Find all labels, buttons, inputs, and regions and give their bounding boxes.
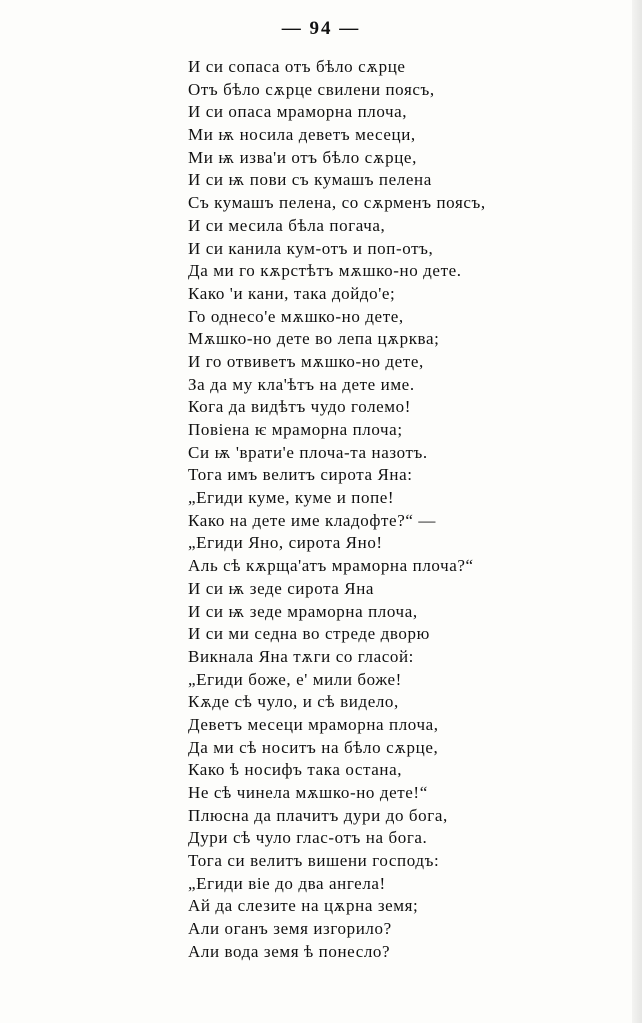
poem-line: Како на дете име кладофте?“ — [188,510,436,530]
poem-line: Го однесо'е мѫшко-но дете, [188,306,404,326]
poem-line: И си опаса мраморна плоча, [188,102,408,122]
poem-line: И го отвиветъ мѫшко-но дете, [188,351,424,371]
poem-line: Кѫде сѣ чуло, и сѣ видело, [188,692,399,712]
poem-line: Повіена ѥ мраморна плоча; [188,420,403,439]
poem-line: Аль сѣ кѫрща'атъ мраморна плоча?“ [188,556,474,576]
poem-line: „Егиди Яно, сирота Яно! [188,533,383,553]
poem-line: Деветъ месеци мраморна плоча, [188,714,439,734]
poem-line: Не сѣ чинела мѫшко-но дете!“ [188,783,428,802]
poem-line: Ми ѭ носила деветъ месеци, [188,125,416,145]
poem-line: Кога да видѣтъ чудо големо! [188,397,412,417]
poem-line: Съ кумашъ пелена, со сѫрменъ поясъ, [188,193,486,213]
poem-line: И си ми седна во стреде дворю [188,624,430,644]
poem-line: Отъ бѣло сѫрце свилени поясъ, [188,79,435,99]
poem-line: Како 'и кани, така дойдо'е; [188,283,396,303]
poem-line: Али вода земя ѣ понесло? [188,941,391,961]
poem-line: Тога си велитъ вишени господъ: [188,851,440,871]
poem-line: Си ѭ 'врати'е плоча-та назотъ. [188,442,428,462]
poem-line: Плюсна да плачитъ дури до бога, [188,805,448,825]
poem-line: И си ѭ пови съ кумашъ пелена [188,170,432,190]
poem-line: Викнала Яна тѫги со гласой: [188,646,414,666]
poem-line: „Егиди боже, е' мили боже! [188,669,402,689]
poem-line: И си канила кум-отъ и поп-отъ, [188,238,434,258]
poem-line: За да му кла'ѣтъ на дете име. [188,374,415,394]
poem-line: „Егиди віе до два ангела! [188,873,386,893]
poem-line: Како ѣ носифъ така остана, [188,760,403,780]
poem-line: Да ми сѣ носитъ на бѣло сѫрце, [188,737,439,757]
poem-text [188,56,608,964]
poem-line: И си ѭ зеде мраморна плоча, [188,601,418,621]
poem-line: И си сопаса отъ бѣло сѫрце [188,57,406,76]
page-edge [632,0,642,1023]
poem-line: И си месила бѣла погача, [188,215,386,235]
poem-line: Да ми го кѫрстѣтъ мѫшко-но дете. [188,261,462,281]
poem-line: Ай да слезите на цѫрна земя; [188,896,419,916]
poem-line: Дури сѣ чуло глас-отъ на бога. [188,828,428,848]
page-number: — 94 — [281,18,361,39]
poem-line: Ми ѭ изва'и отъ бѣло сѫрце, [188,147,417,167]
poem-line: И си ѭ зеде сирота Яна [188,578,375,598]
poem-line: Тога имъ велитъ сирота Яна: [188,465,413,485]
poem-line: „Егиди куме, куме и попе! [188,488,395,508]
poem-line: Али оганъ земя изгорило? [188,919,392,939]
poem-line: Мѫшко-но дете во лепа цѫрква; [188,329,440,349]
